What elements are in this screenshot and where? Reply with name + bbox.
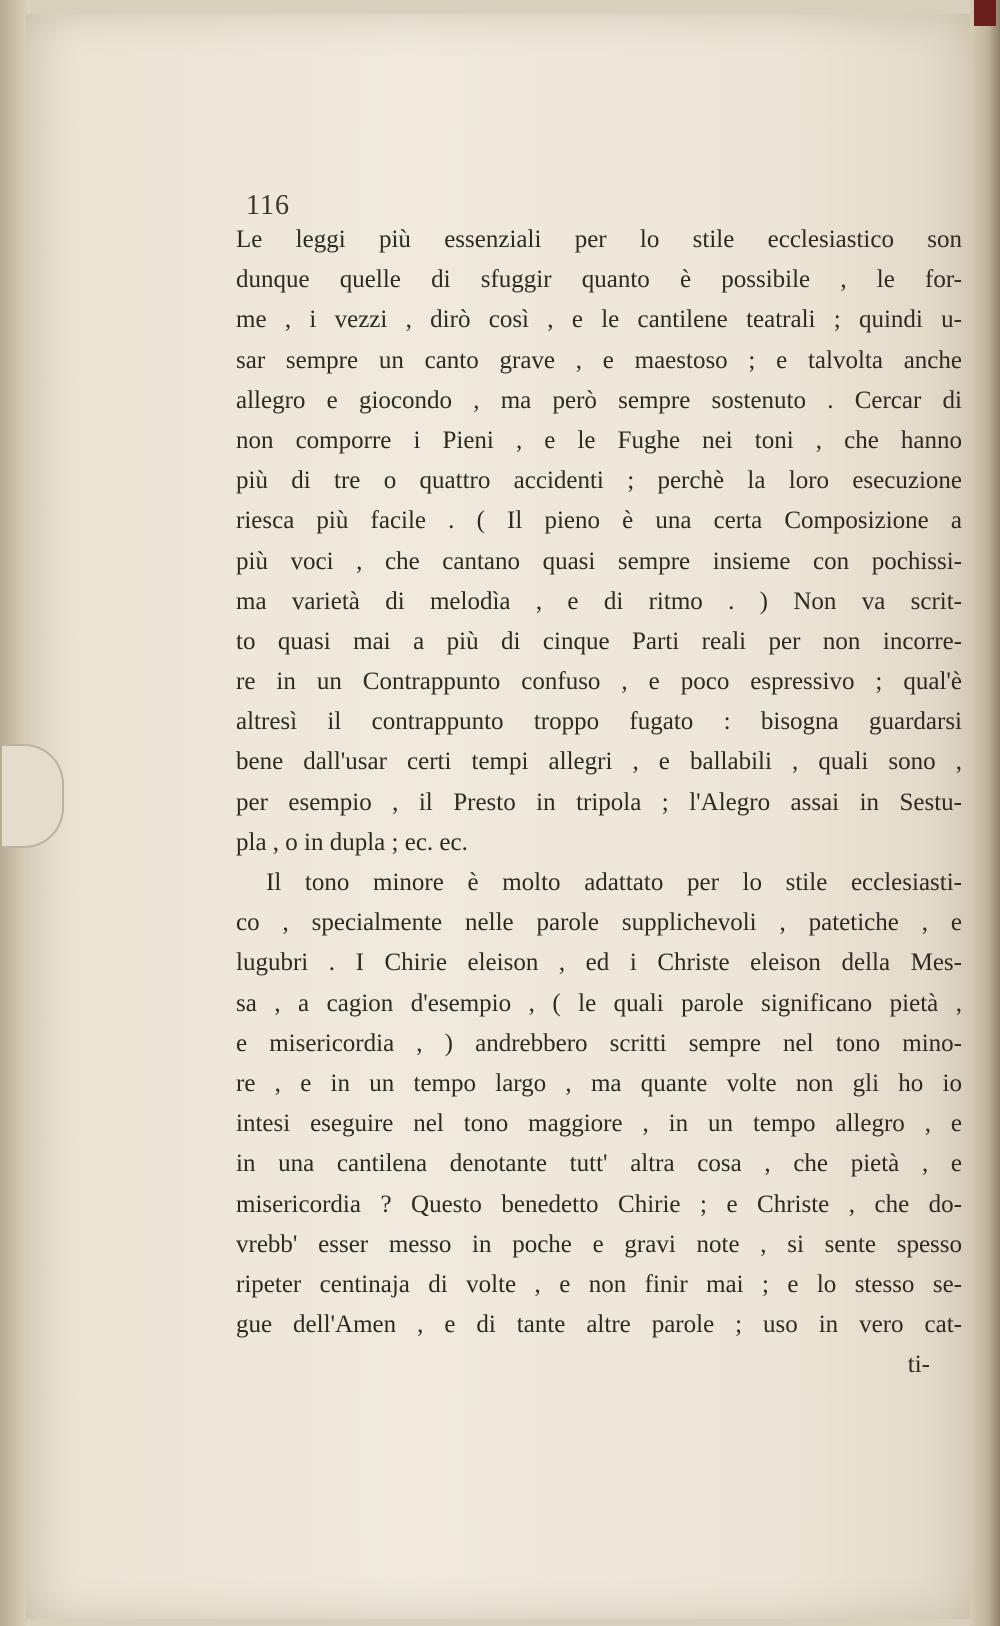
- text-line: e misericordia , ) andrebbero scritti sempre nel tono mino-: [236, 1029, 962, 1057]
- text-line: ripeter centinaja di volte , e non finir mai ; e lo stesso se-: [236, 1270, 962, 1298]
- text-line: ma varietà di melodìa , e di ritmo . ) Non va scrit-: [236, 587, 962, 615]
- text-line: misericordia ? Questo benedetto Chirie ; e Christe , che do-: [236, 1190, 962, 1218]
- text-line: non comporre i Pieni , e le Fughe nei toni , che hanno: [236, 426, 962, 454]
- text-line: in una cantilena denotante tutt' altra cosa , che pietà , e: [236, 1150, 962, 1178]
- text-line: allegro e giocondo , ma però sempre sostenuto . Cercar di: [236, 386, 962, 414]
- text-line: intesi eseguire nel tono maggiore , in un tempo allegro , e: [236, 1110, 962, 1138]
- text-line: sar sempre un canto grave , e maestoso ; e talvolta anche: [236, 346, 962, 374]
- bookmark-ribbon: [974, 0, 996, 26]
- text-line: dunque quelle di sfuggir quanto è possibile , le for-: [236, 266, 962, 294]
- body-text: [236, 220, 962, 1385]
- page-tab-mark: [2, 744, 64, 848]
- text-line: me , i vezzi , dirò così , e le cantilene teatrali ; quindi u-: [236, 306, 962, 334]
- text-line: co , specialmente nelle parole supplichevoli , patetiche , e: [236, 909, 962, 937]
- text-line: re in un Contrappunto confuso , e poco espressivo ; qual'è: [236, 668, 962, 696]
- text-line: bene dall'usar certi tempi allegri , e ballabili , quali sono ,: [236, 748, 962, 776]
- text-line: Le leggi più essenziali per lo stile ecclesiastico son: [236, 226, 962, 253]
- text-line: più di tre o quattro accidenti ; perchè la loro esecuzione: [236, 467, 962, 495]
- page-number: 116: [246, 190, 290, 221]
- text-line: Il tono minore è molto adattato per lo stile ecclesiasti-: [266, 869, 962, 896]
- text-line: altresì il contrappunto troppo fugato : bisogna guardarsi: [236, 708, 962, 736]
- text-line: più voci , che cantano quasi sempre insieme con pochissi-: [236, 547, 962, 575]
- page-edge: [970, 0, 1000, 1626]
- text-line: re , e in un tempo largo , ma quante volte non gli ho io: [236, 1069, 962, 1097]
- text-line: vrebb' esser messo in poche e gravi note , si sente spesso: [236, 1230, 962, 1258]
- text-line: sa , a cagion d'esempio , ( le quali parole significano pietà ,: [236, 989, 962, 1017]
- text-line: gue dell'Amen , e di tante altre parole ; uso in vero cat-: [236, 1311, 962, 1339]
- text-line: pla , o in dupla ; ec. ec.: [236, 828, 468, 856]
- text-line: per esempio , il Presto in tripola ; l'Alegro assai in Sestu-: [236, 788, 962, 816]
- text-line: lugubri . I Chirie eleison , ed i Christe eleison della Mes-: [236, 949, 962, 977]
- text-line: riesca più facile . ( Il pieno è una certa Composizione a: [236, 507, 962, 535]
- catchword: ti-: [907, 1351, 930, 1379]
- text-line: to quasi mai a più di cinque Parti reali per non incorre-: [236, 627, 962, 655]
